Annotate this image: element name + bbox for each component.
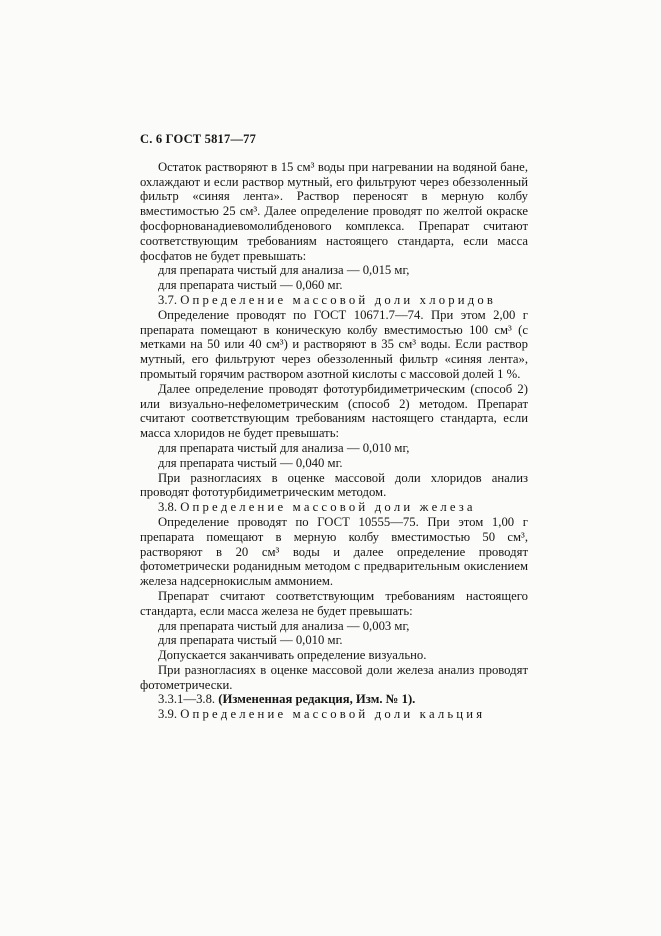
amendment-note-bold: (Измененная редакция, Изм. № 1).: [218, 692, 416, 707]
limit-line-chlorides-pure: для препарата чистый — 0,040 мг.: [158, 455, 343, 470]
body-paragraph-chlorides-dispute: При разногласиях в оценке массовой доли хлоридов анализ проводят фототурбидиметрическим методом.: [140, 470, 528, 500]
page-header: С. 6 ГОСТ 5817—77: [140, 132, 257, 146]
body-paragraph-chlorides-procedure: Определение проводят по ГОСТ 10671.7—74. При этом 2,00 г препарата помещают в коническую колбу вместимостью 100 см³ (с метками на 50 или 40 см³) и растворяют в 35 см³ воды. Если раствор мутный, его фильтруют через обеззоленный фильтр «синяя лента», промытый горячим раствором азотной кислоты с массовой долей 1 %.: [140, 307, 528, 381]
body-paragraph-visual-allowed: Допускается заканчивать определение визуально.: [158, 648, 427, 663]
text-column: [140, 132, 528, 722]
section-heading-3-7-chlorides: 3.7. О п р е д е л е н и е м а с с о в о й д о л и х л о р и д о в: [158, 292, 493, 307]
section-heading-3-8-iron: 3.8. О п р е д е л е н и е м а с с о в о й д о л и ж е л е з а: [158, 500, 473, 515]
body-paragraph-chlorides-method: Далее определение проводят фототурбидиметрическим (способ 2) или визуально-нефелометрическим (способ 2) методом. Препарат считают соответствующим требованиям настоящего стандарта, если масса хлоридов не будет превышать:: [140, 381, 528, 441]
amendment-note-prefix: 3.3.1—3.8.: [158, 692, 219, 707]
amendment-note: [140, 692, 528, 707]
body-paragraph-iron-dispute: При разногласиях в оценке массовой доли железа анализ проводят фотометрически.: [140, 662, 528, 692]
limit-line-phosphates-analysis: для препарата чистый для анализа — 0,015 мг,: [158, 263, 410, 278]
body-paragraph-phosphates: Остаток растворяют в 15 см³ воды при нагревании на водяной бане, охлаждают и если раствор мутный, его фильтруют через обеззоленный фильтр «синяя лента». Раствор переносят в мерную колбу вместимостью 25 см³. Далее определение проводят по желтой окраске фосфорнованадиевомолибденового комплекса. Препарат считают соответствующим требованиям настоящего стандарта, если масса фосфатов не будет превышать:: [140, 159, 528, 263]
limit-line-phosphates-pure: для препарата чистый — 0,060 мг.: [158, 278, 343, 293]
section-heading-3-9-calcium: 3.9. О п р е д е л е н и е м а с с о в о й д о л и к а л ь ц и я: [158, 707, 483, 722]
limit-line-chlorides-analysis: для препарата чистый для анализа — 0,010 мг,: [158, 440, 410, 455]
body-paragraph-iron-requirements: Препарат считают соответствующим требованиям настоящего стандарта, если масса железа не будет превышать:: [140, 588, 528, 618]
limit-line-iron-pure: для препарата чистый — 0,010 мг.: [158, 633, 343, 648]
body-paragraph-iron-procedure: Определение проводят по ГОСТ 10555—75. При этом 1,00 г препарата помещают в мерную колбу вместимостью 50 см³, растворяют в 20 см³ воды и далее определение проводят фотометрически роданидным методом с предварительным окислением железа надсернокислым аммонием.: [140, 514, 528, 589]
limit-line-iron-analysis: для препарата чистый для анализа — 0,003 мг,: [158, 618, 410, 633]
